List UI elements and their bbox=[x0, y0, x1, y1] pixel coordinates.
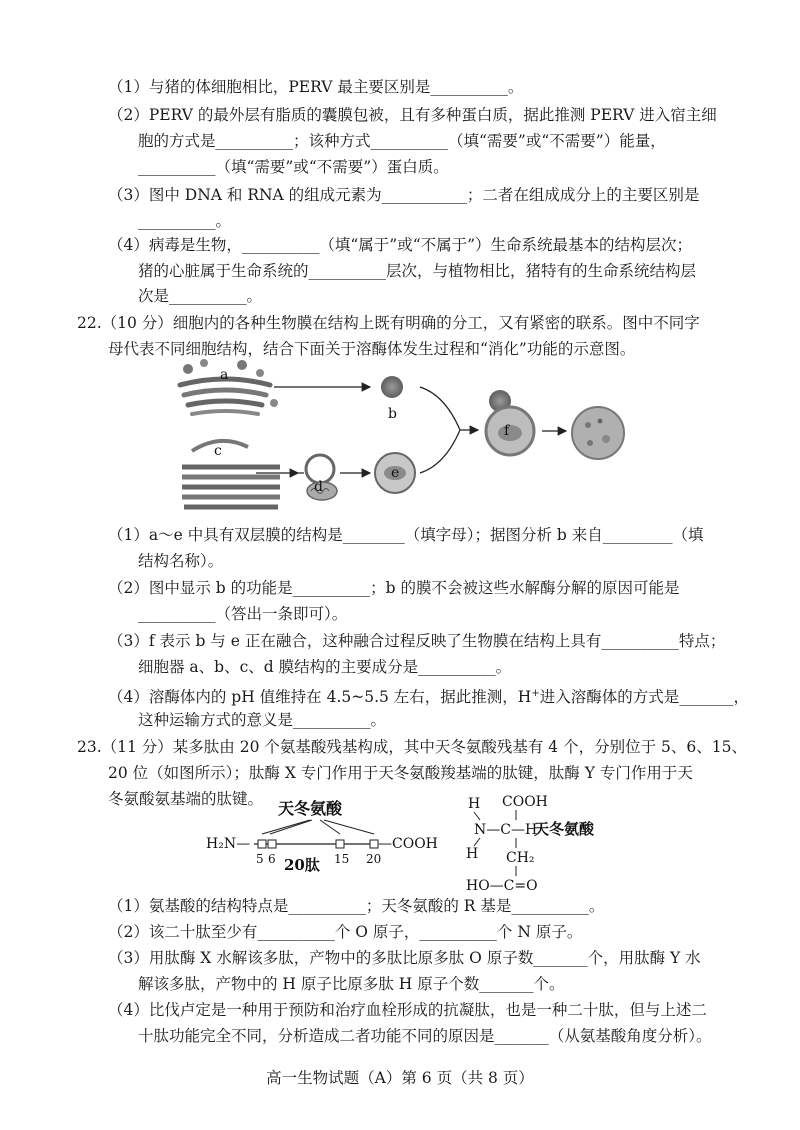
converge-line-top bbox=[420, 387, 460, 430]
q22-part2-line2: __________（答出一条即可）。 bbox=[138, 605, 348, 623]
q23-part2: （2）该二十肽至少有__________个 O 原子，__________个 N 原子。 bbox=[108, 923, 583, 941]
q21-part2-line3: __________（填“需要”或“不需要”）蛋白质。 bbox=[138, 158, 449, 176]
position-15: 15 bbox=[334, 852, 350, 866]
golgi-apparatus-a bbox=[180, 359, 278, 414]
page-footer: 高一生物试题（A）第 6 页（共 8 页） bbox=[266, 1069, 534, 1087]
q22-part4-text-post: 进入溶酶体的方式是_______， bbox=[539, 688, 749, 707]
lysosome-diagram bbox=[170, 355, 640, 525]
label-c: c bbox=[214, 443, 222, 459]
q21-part3-line2: __________。 bbox=[138, 212, 232, 230]
lysosome-b bbox=[381, 376, 403, 398]
q21-part1: （1）与猪的体细胞相比，PERV 最主要区别是__________。 bbox=[108, 78, 524, 96]
q23-part3-line2: 解该多肽，产物中的 H 原子比原多肽 H 原子个数_______个。 bbox=[138, 975, 565, 993]
residue-5 bbox=[258, 840, 266, 848]
q23-heading-line1: 23.（11 分）某多肽由 20 个氨基酸残基构成，其中天冬氨酸残基有 4 个，分别位于 5、6、15、 bbox=[77, 738, 747, 756]
q22-heading-line2: 母代表不同细胞结构，结合下面关于溶酶体发生过程和“消化”功能的示意图。 bbox=[108, 340, 636, 358]
peptide-carboxyl-end: —COOH bbox=[378, 836, 438, 852]
label-a: a bbox=[220, 367, 229, 383]
q22-part4-line1 bbox=[108, 683, 749, 708]
q21-part4-line2: 猪的心脏属于生命系统的__________层次，与植物相比，猪特有的生命系统结构层 bbox=[138, 262, 697, 280]
q22-part3-line2: 细胞器 a、b、c、d 膜结构的主要成分是__________。 bbox=[138, 658, 512, 676]
peptide-asp-label: 天冬氨酸 bbox=[278, 799, 343, 818]
q23-part3-line1: （3）用肽酶 X 水解该多肽，产物中的多肽比原多肽 O 原子数_______个，用肽酶 Y 水 bbox=[108, 949, 701, 967]
q21-part2-line1: （2）PERV 的最外层有脂质的囊膜包被，且有多种蛋白质，据此推测 PERV 进入宿主细 bbox=[108, 106, 717, 124]
q22-part3-line1: （3）f 表示 b 与 e 正在融合，这种融合过程反映了生物膜在结构上具有__________特点； bbox=[108, 632, 726, 650]
q23-part1: （1）氨基酸的结构特点是__________；天冬氨酸的 R 基是__________。 bbox=[108, 897, 605, 915]
struct-carboxyl: HO—C=O bbox=[466, 878, 538, 894]
struct-h-bottom: H bbox=[466, 846, 479, 862]
q23-heading-line2: 20 位（如图所示）；肽酶 X 专门作用于天冬氨酸羧基端的肽键，肽酶 Y 专门作用于天 bbox=[108, 764, 693, 782]
q22-part1-line2: 结构名称）。 bbox=[138, 552, 224, 570]
peptide-length-label: 20肽 bbox=[284, 856, 320, 874]
fusion-structure-f bbox=[486, 390, 534, 455]
residue-6 bbox=[268, 840, 276, 848]
position-5: 5 bbox=[256, 852, 264, 866]
peptide-diagram bbox=[200, 790, 450, 880]
struct-ch2: CH₂ bbox=[506, 850, 535, 866]
struct-h-top: H bbox=[468, 796, 481, 812]
label-b: b bbox=[388, 406, 397, 422]
aspartic-acid-structure bbox=[460, 790, 630, 894]
q21-part2-line2: 胞的方式是__________；该种方式__________（填“需要”或“不需要”）能量， bbox=[138, 132, 666, 150]
label-f: f bbox=[504, 423, 510, 439]
peptide-amino-end: H₂N— bbox=[206, 836, 251, 852]
struct-backbone: N—C—H bbox=[474, 822, 538, 838]
position-6: 6 bbox=[268, 852, 276, 866]
position-20: 20 bbox=[366, 852, 382, 866]
q23-part4-line1: （4）比伐卢定是一种用于预防和治疗血栓形成的抗凝肽，也是一种二十肽，但与上述二 bbox=[108, 1001, 707, 1019]
q22-part4-line2: 这种运输方式的意义是__________。 bbox=[138, 711, 387, 729]
endoplasmic-reticulum-c bbox=[182, 441, 280, 507]
residue-20 bbox=[370, 840, 378, 848]
q21-part4-line1: （4）病毒是生物，__________（填“属于”或“不属于”）生命系统最基本的结构层次； bbox=[108, 236, 693, 254]
converge-line-bottom bbox=[420, 430, 460, 473]
q22-heading-line1: 22.（10 分）细胞内的各种生物膜在结构上既有明确的分工，又有紧密的联系。图中不同字 bbox=[77, 314, 700, 332]
q23-part4-line2: 十肽功能完全不同，分析造成二者功能不同的原因是_______（从氨基酸角度分析）。 bbox=[138, 1027, 712, 1045]
h-ion-charge: + bbox=[531, 688, 540, 699]
q22-part2-line1: （2）图中显示 b 的功能是__________；b 的膜不会被这些水解酶分解的原因可能是 bbox=[108, 579, 680, 597]
struct-name: 天冬氨酸 bbox=[534, 820, 595, 838]
residue-15 bbox=[336, 840, 344, 848]
label-e: e bbox=[391, 465, 400, 481]
struct-cooh: COOH bbox=[502, 794, 548, 810]
secondary-lysosome bbox=[572, 407, 624, 459]
q21-part3-line1: （3）图中 DNA 和 RNA 的组成元素为___________；二者在组成成分上的主要区别是 bbox=[108, 186, 700, 204]
q22-part1-line1: （1）a～e 中具有双层膜的结构是________（填字母）；据图分析 b 来自_________（填 bbox=[108, 526, 704, 544]
label-d: d bbox=[314, 479, 323, 495]
q21-part4-line3: 次是__________。 bbox=[138, 287, 263, 305]
q22-part4-text-pre: （4）溶酶体内的 pH 值维持在 4.5~5.5 左右，据此推测，H bbox=[108, 688, 532, 707]
q23-heading-line3: 冬氨酸氨基端的肽键。 bbox=[108, 790, 264, 808]
